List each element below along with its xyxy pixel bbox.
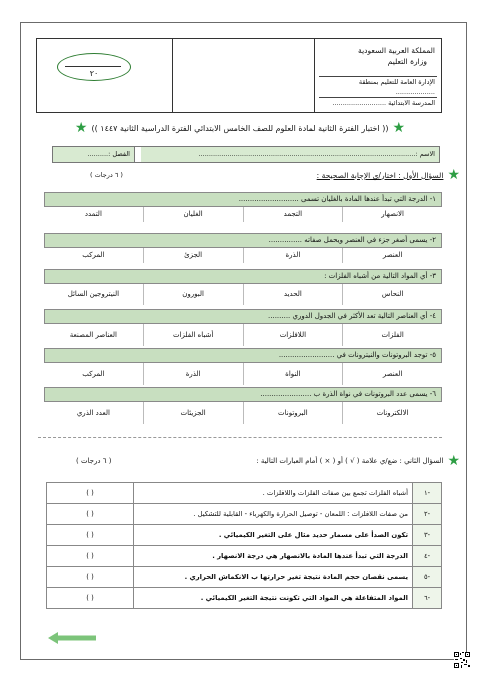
- option[interactable]: البورون: [143, 284, 243, 305]
- student-info-bar: [52, 146, 440, 163]
- arrow-left-icon[interactable]: [48, 632, 96, 644]
- item-number: -٢: [413, 504, 442, 525]
- question-text: ٢- يسمى أصغر جزء في العنصر ويحمل صفاته ...............: [44, 233, 442, 248]
- table-row: [47, 525, 442, 546]
- option[interactable]: المركب: [82, 251, 105, 259]
- question-text: ٦- يسمى عدد البروتونات في نواة الذرة ب .......................: [44, 387, 442, 402]
- option[interactable]: البروتونات: [243, 402, 343, 424]
- question-text: ٥- توجد البروتونات والنيترونات في .........................: [44, 348, 442, 363]
- admin-text: الإدارة العامة للتعليم بمنطقة ...................: [319, 76, 437, 97]
- question-2: [44, 233, 442, 263]
- item-statement: من صفات اللافلزات : اللمعان - توصيل الحرارة والكهرباء - القابلية للتشكيل .: [134, 504, 413, 525]
- question-5: [44, 348, 442, 385]
- item-number: -١: [413, 483, 442, 504]
- option[interactable]: الفلزات: [342, 324, 442, 346]
- option[interactable]: اللافلزات: [243, 324, 343, 346]
- answer-box[interactable]: ( ): [47, 504, 134, 525]
- table-row: [47, 504, 442, 525]
- section1-header: [90, 168, 460, 182]
- true-false-table: [46, 482, 442, 609]
- item-statement: أشباه الفلزات تجمع بين صفات الفلزات واللافلزات .: [134, 483, 413, 504]
- star-icon: ★: [74, 120, 88, 136]
- table-row: [47, 588, 442, 609]
- option[interactable]: النيتروجين السائل: [67, 290, 120, 298]
- star-icon: ★: [447, 453, 460, 469]
- star-icon: ★: [392, 120, 406, 136]
- total-grade: ٢٠: [89, 69, 99, 78]
- question-text: ١- الدرجة التي تبدأ عندها المادة بالغليان تسمى ...........................: [44, 192, 442, 207]
- option[interactable]: الانصهار: [342, 207, 442, 222]
- item-statement: يسمى نقصان حجم المادة نتيجة تغير حرارتها ب الانكماش الحراري .: [134, 567, 413, 588]
- option[interactable]: أشباه الفلزات: [143, 324, 243, 346]
- ministry-text: وزارة التعليم: [387, 57, 427, 66]
- section2-degrees: ( ٦ درجات ): [76, 457, 112, 465]
- option[interactable]: الغليان: [143, 207, 243, 222]
- question-3: [44, 269, 442, 305]
- option[interactable]: الحديد: [243, 284, 343, 305]
- question-text: ٤- أي العناصر التالية تعد الأكثر في الجدول الدوري ..........: [44, 309, 442, 324]
- section2-label: السؤال الثاني : ضع/ي علامة ( √ ) أو ( × ) أمام العبارات التالية :: [256, 457, 444, 465]
- blank-cell: [172, 39, 313, 112]
- question-text: ٣- أي المواد التالية من أشباه الفلزات :: [44, 269, 442, 284]
- answer-box[interactable]: ( ): [47, 567, 134, 588]
- exam-title: (( اختبار الفترة الثانية لمادة العلوم للصف الخامس الابتدائي الفترة الدراسية الثانية ١٤٤٧ )): [91, 123, 389, 133]
- answer-box[interactable]: ( ): [47, 525, 134, 546]
- option[interactable]: العنصر: [342, 363, 442, 385]
- total-grade-oval: [57, 53, 131, 81]
- option[interactable]: التجمد: [243, 207, 343, 222]
- option[interactable]: النحاس: [342, 284, 442, 305]
- answer-box[interactable]: ( ): [47, 588, 134, 609]
- grade-divider: [65, 66, 121, 67]
- question-6: [44, 387, 442, 424]
- star-icon: ★: [447, 167, 460, 183]
- item-statement: تكون الصدأ على مسمار حديد مثال على التغير الكيميائي .: [134, 525, 413, 546]
- item-number: -٣: [413, 525, 442, 546]
- option[interactable]: النواة: [243, 363, 343, 385]
- ministry-cell: [314, 39, 441, 112]
- option[interactable]: العدد الذري: [76, 409, 110, 417]
- option[interactable]: الذرة: [243, 248, 343, 263]
- answer-box[interactable]: ( ): [47, 546, 134, 567]
- qr-code-icon: [454, 652, 470, 668]
- question-4: [44, 309, 442, 346]
- option[interactable]: الجزئ: [143, 248, 243, 263]
- table-row: [47, 567, 442, 588]
- option[interactable]: العناصر المصنعة: [69, 331, 117, 339]
- item-statement: الدرجة التي تبدأ عندها المادة بالانصهار هي درجة الانصهار .: [134, 546, 413, 567]
- exam-title-row: [26, 120, 454, 136]
- header-table: [36, 38, 442, 113]
- kingdom-text: المملكة العربية السعودية: [358, 46, 435, 55]
- grade-cell: [37, 39, 172, 112]
- option[interactable]: الجزيئات: [143, 402, 243, 424]
- section-divider: [38, 437, 442, 438]
- option[interactable]: التمدد: [84, 210, 102, 218]
- item-number: -٤: [413, 546, 442, 567]
- school-text: المدرسة الابتدائية ..........................: [319, 97, 437, 108]
- table-row: [47, 483, 442, 504]
- section1-label: السؤال الأول : اختار/ي الإجابة الصحيحة :: [316, 170, 444, 180]
- answer-box[interactable]: ( ): [47, 483, 134, 504]
- option[interactable]: الذرة: [143, 363, 243, 385]
- student-name-field[interactable]: الاسم :.........................................................................................................: [141, 147, 439, 162]
- table-row: [47, 546, 442, 567]
- item-statement: المواد المتفاعلة هي المواد التي تكونت نتيجة التغير الكيميائي .: [134, 588, 413, 609]
- option[interactable]: العنصر: [342, 248, 442, 263]
- item-number: -٥: [413, 567, 442, 588]
- section1-degrees: ( ٦ درجات ): [90, 171, 123, 179]
- option[interactable]: المركب: [82, 370, 105, 378]
- option[interactable]: الالكترونات: [342, 402, 442, 424]
- class-field[interactable]: الفصل :..........: [53, 147, 135, 162]
- item-number: -٦: [413, 588, 442, 609]
- question-1: [44, 192, 442, 222]
- section2-header: [60, 452, 460, 470]
